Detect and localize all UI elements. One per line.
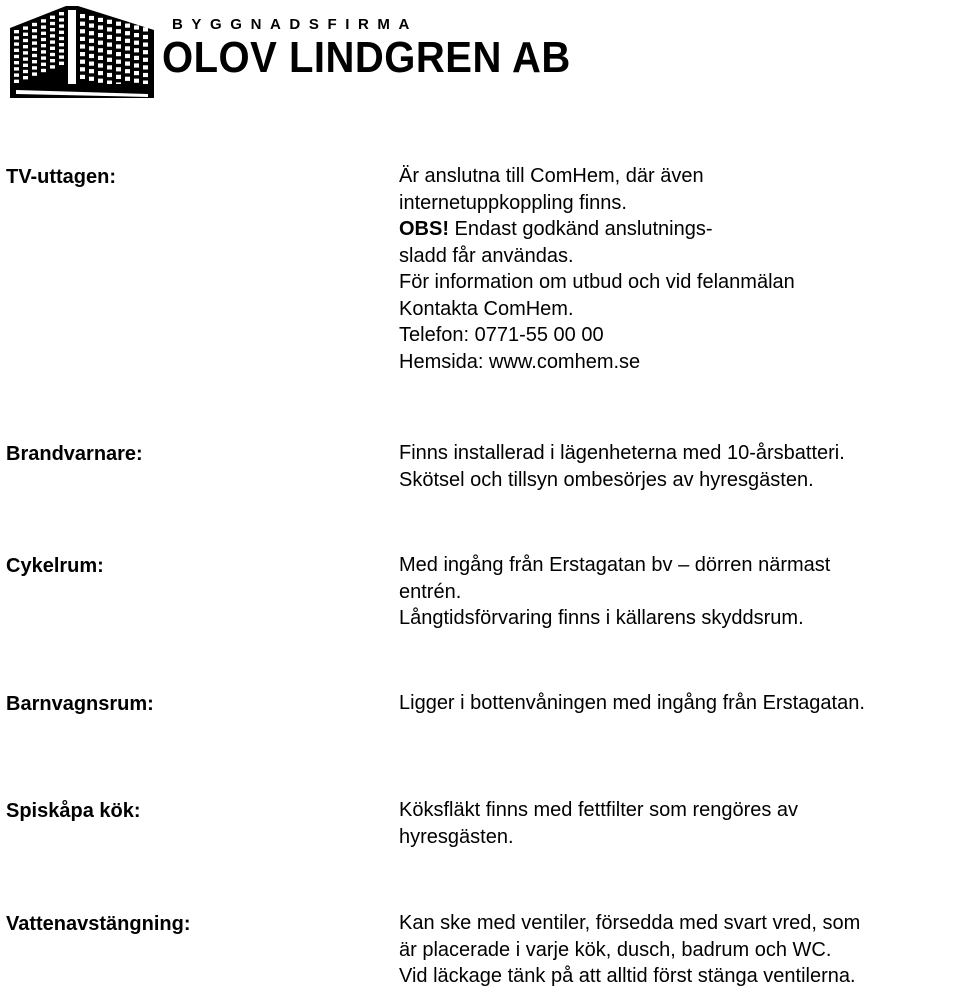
row-label: Cykelrum: [6, 555, 104, 577]
text-line: Telefon: 0771-55 00 00 [399, 324, 604, 346]
text-line: Långtidsförvaring finns i källarens skyddsrum. [399, 607, 804, 629]
company-header [8, 0, 571, 100]
text-line: För information om utbud och vid felanmälan [399, 271, 795, 293]
text-line: hyresgästen. [399, 825, 514, 848]
text-line: Köksfläkt finns med fettfilter som rengöres av [399, 799, 799, 821]
row-value [399, 797, 959, 850]
text-line: Finns installerad i lägenheterna med 10-årsbatteri. [399, 442, 845, 464]
text-line: Med ingång från Erstagatan bv – dörren närmast [399, 554, 831, 576]
building-logo-icon [8, 0, 156, 100]
row-label: Brandvarnare: [6, 443, 143, 465]
text-line: Ligger i bottenvåningen med ingång från Erstagatan. [399, 692, 865, 714]
row-value [399, 440, 959, 493]
row-label: Spiskåpa kök: [6, 800, 141, 822]
text-line: entrén. [399, 580, 462, 603]
row-label: TV-uttagen: [6, 166, 116, 188]
text-line: sladd får användas. [399, 244, 574, 267]
text-line: internetuppkoppling finns. [399, 191, 627, 214]
text-line: är placerade i varje kök, dusch, badrum och WC. [399, 938, 832, 961]
text-line [399, 216, 959, 243]
text-line: Kontakta ComHem. [399, 297, 574, 320]
text-line: Är anslutna till ComHem, där även [399, 165, 704, 187]
row-label: Vattenavstängning: [6, 913, 191, 935]
text-line: Skötsel och tillsyn ombesörjes av hyresgästen. [399, 468, 814, 491]
row-value [399, 163, 959, 375]
obs-note-label: OBS! [399, 218, 449, 240]
row-label: Barnvagnsrum: [6, 693, 154, 715]
text-line: Kan ske med ventiler, försedda med svart vred, som [399, 912, 861, 934]
company-tagline: BYGGNADSFIRMA [172, 16, 418, 33]
text-line: Vid läckage tänk på att alltid först stänga ventilerna. [399, 965, 856, 987]
company-name: OLOV LINDGREN AB [162, 34, 571, 82]
row-value [399, 552, 959, 632]
text-line: Hemsida: www.comhem.se [399, 350, 641, 373]
obs-note-text: Endast godkänd anslutnings- [449, 218, 713, 240]
row-value [399, 910, 959, 990]
row-value [399, 690, 959, 717]
